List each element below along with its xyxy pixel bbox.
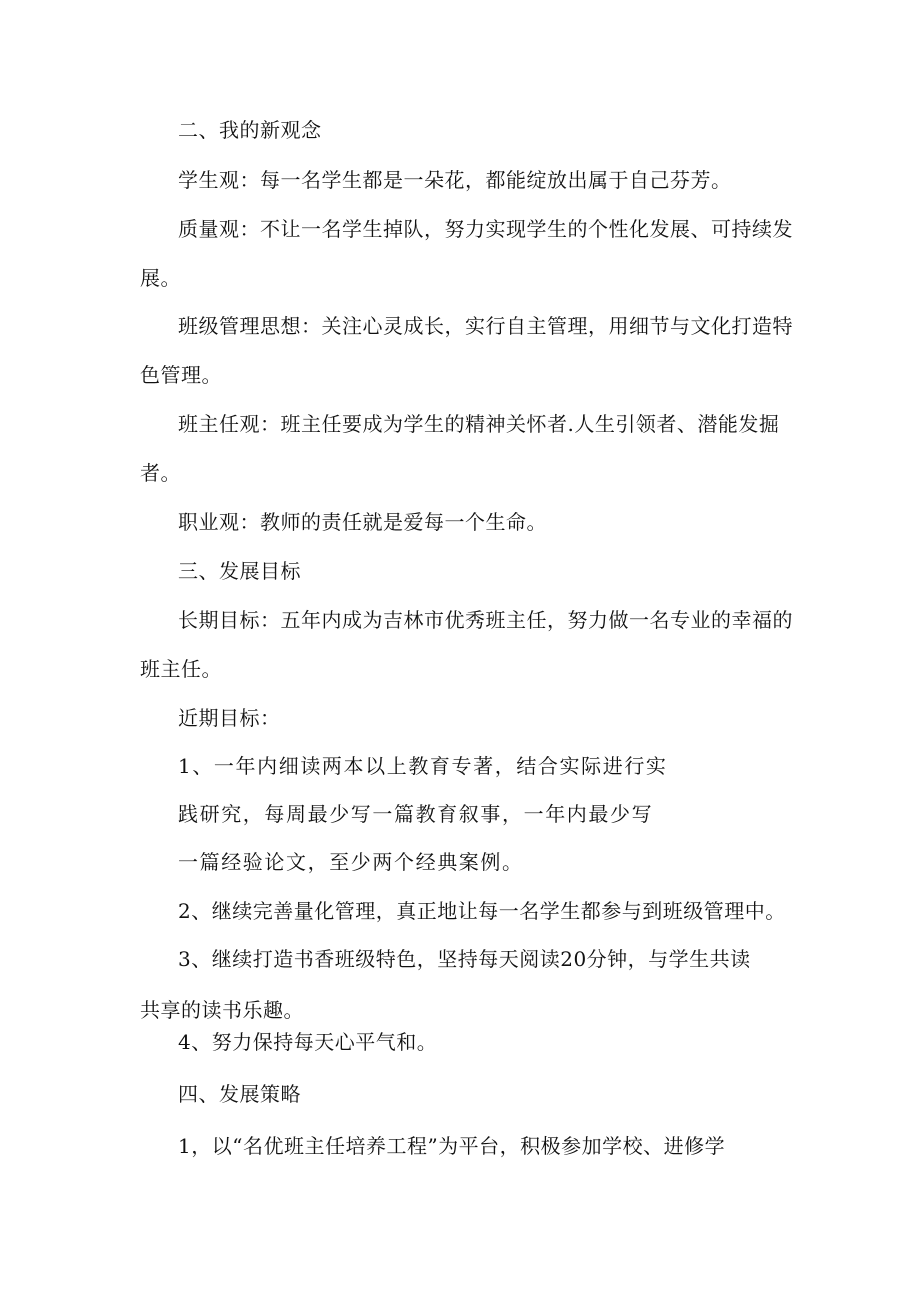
paragraph-short-term-goals: 近期目标： xyxy=(178,706,281,730)
list-item-1-cont-b: 一篇经验论文，至少两个经典案例。 xyxy=(178,850,524,874)
paragraph-student-view: 学生观：每一名学生都是一朵花，都能绽放出属于自己芬芳。 xyxy=(178,168,732,192)
heading-development-strategy: 四、发展策略 xyxy=(178,1082,301,1106)
paragraph-head-teacher-view: 班主任观：班主任要成为学生的精神关怀者.人生引领者、潜能发掘 xyxy=(178,412,780,436)
paragraph-long-term-goal-cont: 班主任。 xyxy=(140,657,222,681)
paragraph-class-management: 班级管理思想：关注心灵成长，实行自主管理，用细节与文化打造特 xyxy=(178,314,793,338)
list-item-1: 1、一年内细读两本以上教育专著，结合实际进行实 xyxy=(178,754,668,778)
heading-development-goals: 三、发展目标 xyxy=(178,559,301,583)
strategy-item-1: 1，以“名优班主任培养工程”为平台，积极参加学校、进修学 xyxy=(178,1134,726,1158)
list-item-3: 3、继续打造书香班级特色，坚持每天阅读20分钟，与学生共读 xyxy=(178,947,751,971)
list-item-3-cont: 共享的读书乐趣。 xyxy=(140,998,304,1022)
list-item-4: 4、努力保持每天心平气和。 xyxy=(178,1030,438,1054)
list-item-1-cont-a: 践研究，每周最少写一篇教育叙事，一年内最少写 xyxy=(178,802,654,826)
paragraph-head-teacher-view-cont: 者。 xyxy=(140,461,181,485)
paragraph-class-management-cont: 色管理。 xyxy=(140,363,222,387)
list-item-2: 2、继续完善量化管理，真正地让每一名学生都参与到班级管理中。 xyxy=(178,899,786,923)
paragraph-quality-view-cont: 展。 xyxy=(140,266,181,290)
paragraph-long-term-goal: 长期目标：五年内成为吉林市优秀班主任，努力做一名专业的幸福的 xyxy=(178,608,793,632)
paragraph-career-view: 职业观：教师的责任就是爱每一个生命。 xyxy=(178,510,547,534)
paragraph-quality-view: 质量观：不让一名学生掉队，努力实现学生的个性化发展、可持续发 xyxy=(178,217,793,241)
heading-new-concepts: 二、我的新观念 xyxy=(178,118,322,142)
